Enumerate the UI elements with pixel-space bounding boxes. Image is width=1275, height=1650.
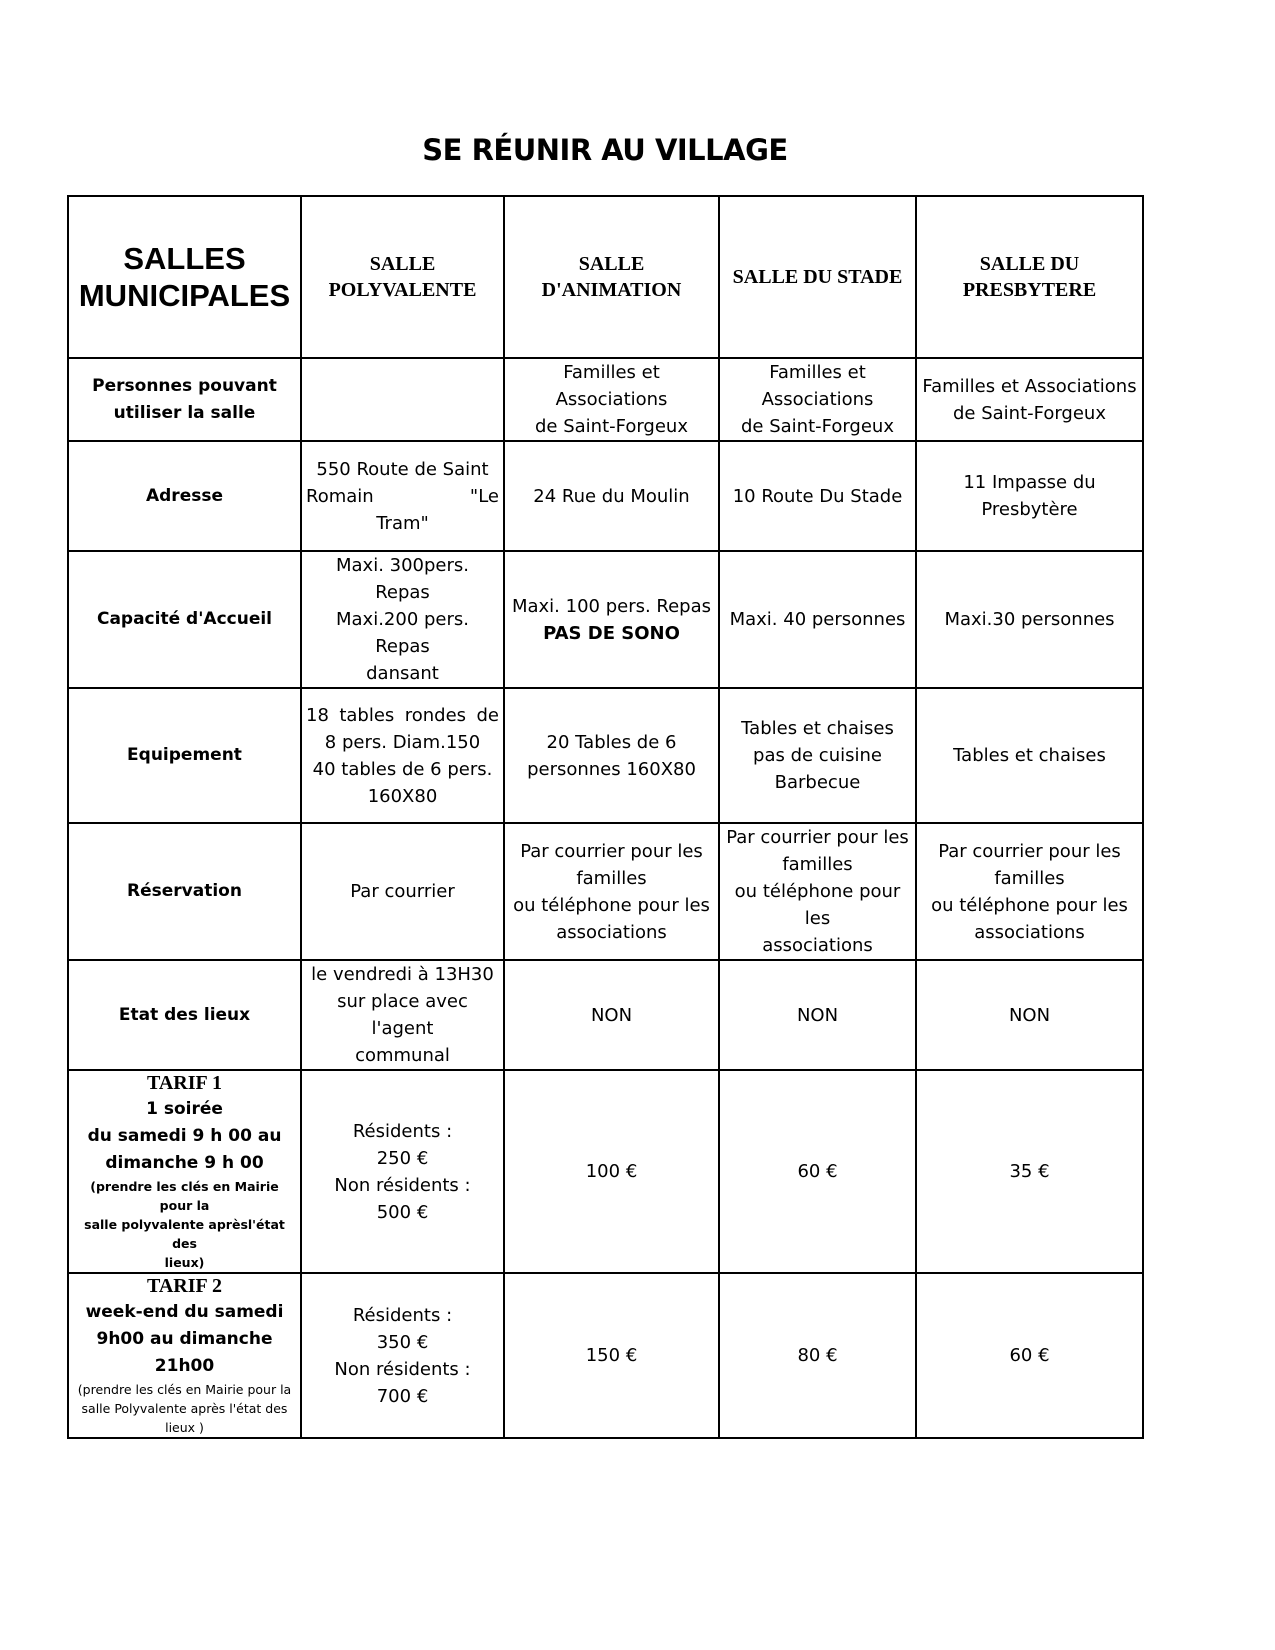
table-cell: Tables et chaises pas de cuisine Barbecue [719, 688, 916, 823]
table-cell: 35 € [916, 1070, 1143, 1273]
header-row [68, 196, 1143, 358]
rooms-table [67, 195, 1144, 1439]
table-cell: 150 € [504, 1273, 719, 1438]
table-cell: Tables et chaises [916, 688, 1143, 823]
header-salle-polyvalente: SALLE POLYVALENTE [301, 196, 504, 358]
table-cell: Par courrier pour les familles ou téléphone pour les associations [719, 823, 916, 960]
table-cell: Maxi.30 personnes [916, 551, 1143, 688]
table-cell: 18 tables rondes de 8 pers. Diam.150 40 tables de 6 pers. 160X80 [301, 688, 504, 823]
table-cell: Maxi. 300pers. Repas Maxi.200 pers. Repas dansant [301, 551, 504, 688]
header-salle-stade: SALLE DU STADE [719, 196, 916, 358]
table-cell: Familles et Associations de Saint-Forgeux [916, 358, 1143, 441]
table-cell: 550 Route de Saint Romain "Le Tram" [301, 441, 504, 551]
table-cell: le vendredi à 13H30 sur place avec l'agent communal [301, 960, 504, 1070]
table-cell: 80 € [719, 1273, 916, 1438]
table-cell: 20 Tables de 6 personnes 160X80 [504, 688, 719, 823]
row-label-tarif1: TARIF 1 1 soirée du samedi 9 h 00 au dimanche 9 h 00 (prendre les clés en Mairie pour la salle polyvalente aprèsl'état des lieux) [68, 1070, 301, 1273]
table-cell: Familles et Associations de Saint-Forgeux [719, 358, 916, 441]
row-label-capacite: Capacité d'Accueil [68, 551, 301, 688]
page-title: SE RÉUNIR AU VILLAGE [422, 133, 788, 167]
table-cell: 60 € [719, 1070, 916, 1273]
table-cell: 100 € [504, 1070, 719, 1273]
table-cell: Maxi. 40 personnes [719, 551, 916, 688]
row-label-reservation: Réservation [68, 823, 301, 960]
table-cell: Par courrier pour les familles ou téléphone pour les associations [504, 823, 719, 960]
table-row-personnes [68, 358, 1143, 441]
row-label-tarif2: TARIF 2 week-end du samedi 9h00 au dimanche 21h00 (prendre les clés en Mairie pour la salle Polyvalente après l'état des lieux ) [68, 1273, 301, 1438]
table-cell: Par courrier [301, 823, 504, 960]
table-cell: Familles et Associations de Saint-Forgeux [504, 358, 719, 441]
table-cell: NON [916, 960, 1143, 1070]
table-row-capacite [68, 551, 1143, 688]
table-row-etat [68, 960, 1143, 1070]
row-label-adresse: Adresse [68, 441, 301, 551]
table-row-adresse [68, 441, 1143, 551]
table-cell: Résidents : 350 € Non résidents : 700 € [301, 1273, 504, 1438]
table-row-equipement [68, 688, 1143, 823]
row-label-equipement: Equipement [68, 688, 301, 823]
table-row-tarif1 [68, 1070, 1143, 1273]
table-cell: Par courrier pour les familles ou téléphone pour les associations [916, 823, 1143, 960]
table-cell: 24 Rue du Moulin [504, 441, 719, 551]
table-cell: 60 € [916, 1273, 1143, 1438]
row-label-etat: Etat des lieux [68, 960, 301, 1070]
table-row-reservation [68, 823, 1143, 960]
row-label-personnes: Personnes pouvant utiliser la salle [68, 358, 301, 441]
table-cell: 10 Route Du Stade [719, 441, 916, 551]
header-salle-presbytere: SALLE DU PRESBYTERE [916, 196, 1143, 358]
header-corner: SALLES MUNICIPALES [68, 196, 301, 358]
table-cell: Maxi. 100 pers. Repas PAS DE SONO [504, 551, 719, 688]
table-cell: Résidents : 250 € Non résidents : 500 € [301, 1070, 504, 1273]
table-cell: NON [719, 960, 916, 1070]
header-salle-animation: SALLE D'ANIMATION [504, 196, 719, 358]
table-cell: 11 Impasse du Presbytère [916, 441, 1143, 551]
table-row-tarif2 [68, 1273, 1143, 1438]
table-cell: NON [504, 960, 719, 1070]
table-cell [301, 358, 504, 441]
